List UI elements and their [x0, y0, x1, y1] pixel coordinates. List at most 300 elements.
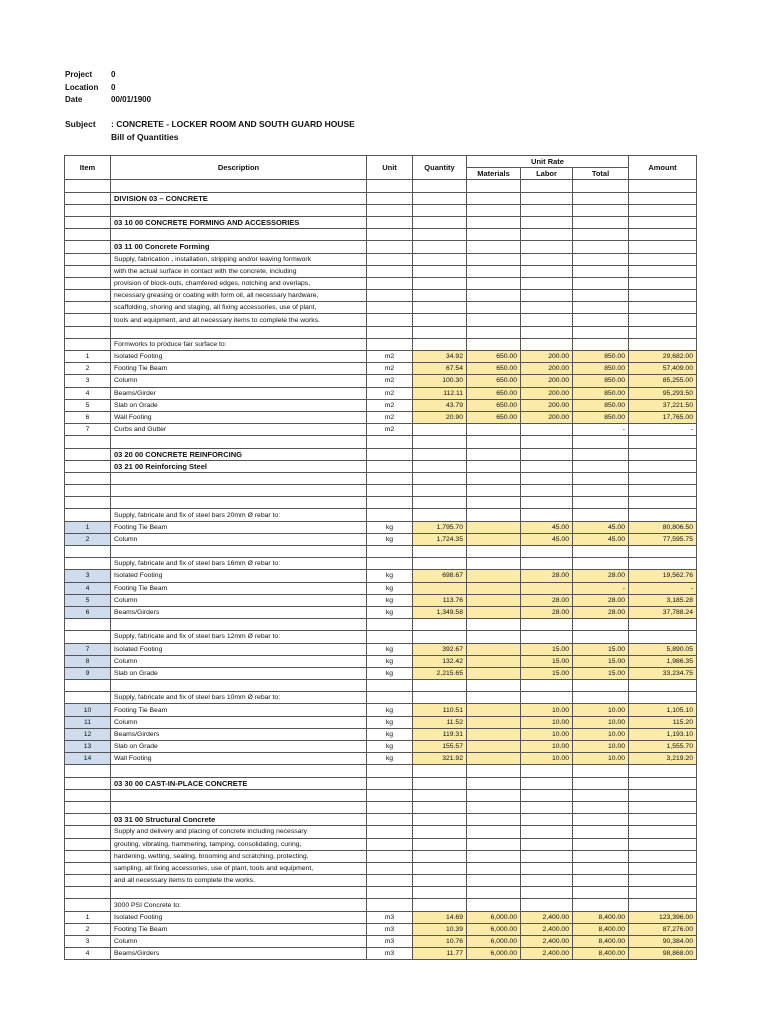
- amount-cell: 1,555.70: [629, 741, 697, 753]
- description-cell: Supply, fabricate and fix of steel bars 20mm Ø rebar to:: [111, 509, 367, 521]
- blank-row: [65, 789, 697, 801]
- total-cell: 8,400.00: [573, 936, 629, 948]
- labor-cell: 10.00: [521, 704, 573, 716]
- total-cell: 850.00: [573, 387, 629, 399]
- amount-cell: 77,595.75: [629, 533, 697, 545]
- unit-cell: [367, 558, 413, 570]
- amount-cell: [629, 862, 697, 874]
- item-cell: [65, 680, 111, 692]
- quantity-cell: [413, 862, 467, 874]
- table-body: [65, 180, 697, 960]
- quantity-cell: [413, 436, 467, 448]
- quantity-cell: [413, 326, 467, 338]
- labor-cell: [521, 265, 573, 277]
- quantity-cell: [413, 229, 467, 241]
- amount-cell: [629, 826, 697, 838]
- materials-cell: [467, 472, 521, 484]
- amount-cell: 90,384.00: [629, 936, 697, 948]
- materials-cell: [467, 485, 521, 497]
- unit-cell: m2: [367, 387, 413, 399]
- unit-cell: [367, 485, 413, 497]
- labor-cell: 2,400.00: [521, 911, 573, 923]
- section-heading-row: [65, 241, 697, 253]
- total-cell: [573, 216, 629, 228]
- quantity-cell: [413, 180, 467, 192]
- unit-cell: m2: [367, 363, 413, 375]
- description-cell: Footing Tie Beam: [111, 923, 367, 935]
- description-cell: [111, 789, 367, 801]
- description-cell: sampling, all fixing accessories, use of plant, tools and equipment,: [111, 862, 367, 874]
- description-row: [65, 253, 697, 265]
- unit-cell: m3: [367, 923, 413, 935]
- description-cell: with the actual surface in contact with the concrete, including: [111, 265, 367, 277]
- total-cell: 10.00: [573, 716, 629, 728]
- materials-cell: 6,000.00: [467, 948, 521, 960]
- amount-cell: 80,806.50: [629, 521, 697, 533]
- materials-cell: [467, 546, 521, 558]
- materials-cell: [467, 460, 521, 472]
- amount-header: Amount: [629, 156, 697, 180]
- materials-cell: [467, 533, 521, 545]
- description-cell: [111, 801, 367, 813]
- section-heading-row: [65, 777, 697, 789]
- item-cell: [65, 216, 111, 228]
- description-cell: Beams/Girders: [111, 948, 367, 960]
- description-cell: Supply and delivery and placing of concrete including necessary: [111, 826, 367, 838]
- labor-cell: [521, 204, 573, 216]
- quantity-cell: 110.51: [413, 704, 467, 716]
- location-value: 0: [111, 82, 116, 92]
- total-cell: -: [573, 424, 629, 436]
- description-cell: provision of block-outs, chamfered edges, notching and overlaps,: [111, 277, 367, 289]
- amount-cell: 123,396.00: [629, 911, 697, 923]
- unit-cell: kg: [367, 667, 413, 679]
- total-cell: [573, 887, 629, 899]
- quantity-cell: [413, 460, 467, 472]
- table-row: [65, 923, 697, 935]
- amount-cell: [629, 692, 697, 704]
- item-cell: [65, 801, 111, 813]
- item-cell: [65, 338, 111, 350]
- labor-cell: [521, 777, 573, 789]
- materials-cell: [467, 241, 521, 253]
- amount-cell: [629, 619, 697, 631]
- labor-cell: 28.00: [521, 570, 573, 582]
- quantity-cell: 698.67: [413, 570, 467, 582]
- item-cell: 4: [65, 387, 111, 399]
- materials-cell: [467, 436, 521, 448]
- labor-cell: 200.00: [521, 411, 573, 423]
- unit-cell: kg: [367, 582, 413, 594]
- item-header: Item: [65, 156, 111, 180]
- materials-cell: 650.00: [467, 387, 521, 399]
- amount-cell: [629, 265, 697, 277]
- quantity-cell: 20.90: [413, 411, 467, 423]
- materials-cell: 6,000.00: [467, 923, 521, 935]
- materials-cell: 6,000.00: [467, 936, 521, 948]
- amount-cell: [629, 631, 697, 643]
- item-cell: 1: [65, 911, 111, 923]
- description-row: [65, 338, 697, 350]
- item-cell: [65, 497, 111, 509]
- materials-cell: [467, 667, 521, 679]
- description-cell: Isolated Footing: [111, 570, 367, 582]
- materials-cell: [467, 570, 521, 582]
- quantity-cell: [413, 619, 467, 631]
- materials-cell: [467, 789, 521, 801]
- materials-cell: [467, 509, 521, 521]
- total-cell: [573, 619, 629, 631]
- description-cell: 03 11 00 Concrete Forming: [111, 241, 367, 253]
- amount-cell: [629, 838, 697, 850]
- labor-cell: [521, 472, 573, 484]
- amount-cell: 85,255.00: [629, 375, 697, 387]
- labor-cell: [521, 619, 573, 631]
- section-heading-row: [65, 192, 697, 204]
- quantity-cell: [413, 265, 467, 277]
- blank-row: [65, 204, 697, 216]
- quantity-cell: [413, 253, 467, 265]
- materials-cell: [467, 497, 521, 509]
- item-cell: [65, 558, 111, 570]
- unit-cell: [367, 765, 413, 777]
- item-cell: 2: [65, 923, 111, 935]
- amount-cell: [629, 558, 697, 570]
- labor-cell: [521, 789, 573, 801]
- section-heading-row: [65, 460, 697, 472]
- description-cell: Supply, fabricate and fix of steel bars 10mm Ø rebar to:: [111, 692, 367, 704]
- unit-cell: [367, 338, 413, 350]
- materials-cell: [467, 448, 521, 460]
- item-cell: 2: [65, 533, 111, 545]
- unit-cell: [367, 826, 413, 838]
- materials-cell: 650.00: [467, 375, 521, 387]
- description-row: [65, 862, 697, 874]
- description-row: [65, 314, 697, 326]
- unit-cell: [367, 448, 413, 460]
- table-row: [65, 375, 697, 387]
- table-row: [65, 387, 697, 399]
- item-cell: [65, 838, 111, 850]
- labor-cell: [521, 229, 573, 241]
- description-cell: [111, 180, 367, 192]
- total-cell: 28.00: [573, 606, 629, 618]
- unit-cell: [367, 680, 413, 692]
- materials-cell: [467, 838, 521, 850]
- description-cell: Footing Tie Beam: [111, 363, 367, 375]
- amount-cell: 37,788.24: [629, 606, 697, 618]
- table-row: [65, 582, 697, 594]
- labor-cell: [521, 302, 573, 314]
- unit-cell: kg: [367, 606, 413, 618]
- materials-cell: [467, 704, 521, 716]
- unit-cell: [367, 436, 413, 448]
- total-cell: 10.00: [573, 753, 629, 765]
- amount-cell: [629, 436, 697, 448]
- amount-cell: [629, 899, 697, 911]
- item-cell: 6: [65, 606, 111, 618]
- description-cell: Column: [111, 533, 367, 545]
- amount-cell: 1,193.10: [629, 728, 697, 740]
- unit-cell: kg: [367, 753, 413, 765]
- amount-cell: [629, 338, 697, 350]
- item-cell: [65, 290, 111, 302]
- amount-cell: [629, 204, 697, 216]
- item-cell: [65, 229, 111, 241]
- project-info: [65, 70, 151, 108]
- description-cell: [111, 546, 367, 558]
- total-cell: [573, 558, 629, 570]
- item-cell: [65, 277, 111, 289]
- subject-block: [65, 119, 355, 145]
- quantity-cell: 119.31: [413, 728, 467, 740]
- total-cell: [573, 229, 629, 241]
- total-cell: 8,400.00: [573, 948, 629, 960]
- table-row: [65, 936, 697, 948]
- item-cell: [65, 899, 111, 911]
- total-cell: 850.00: [573, 411, 629, 423]
- unit-cell: [367, 290, 413, 302]
- description-cell: DIVISION 03 – CONCRETE: [111, 192, 367, 204]
- total-cell: 850.00: [573, 399, 629, 411]
- unit-cell: m2: [367, 424, 413, 436]
- quantity-cell: [413, 204, 467, 216]
- total-cell: 8,400.00: [573, 923, 629, 935]
- amount-cell: 3,185.28: [629, 594, 697, 606]
- unit-cell: [367, 277, 413, 289]
- description-row: [65, 875, 697, 887]
- table-row: [65, 521, 697, 533]
- labor-cell: 28.00: [521, 594, 573, 606]
- description-row: [65, 558, 697, 570]
- item-cell: 13: [65, 741, 111, 753]
- materials-cell: [467, 741, 521, 753]
- description-cell: Isolated Footing: [111, 911, 367, 923]
- labor-cell: [521, 765, 573, 777]
- unit-cell: [367, 265, 413, 277]
- table-row: [65, 948, 697, 960]
- table-row: [65, 753, 697, 765]
- description-row: [65, 290, 697, 302]
- total-cell: [573, 546, 629, 558]
- quantity-cell: [413, 814, 467, 826]
- amount-cell: [629, 875, 697, 887]
- amount-cell: [629, 546, 697, 558]
- unit-cell: kg: [367, 704, 413, 716]
- labor-cell: [521, 887, 573, 899]
- description-cell: Beams/Girder: [111, 387, 367, 399]
- quantity-cell: [413, 801, 467, 813]
- unit-cell: kg: [367, 716, 413, 728]
- amount-cell: [629, 192, 697, 204]
- labor-cell: [521, 875, 573, 887]
- unit-cell: [367, 460, 413, 472]
- item-cell: 3: [65, 375, 111, 387]
- description-cell: [111, 619, 367, 631]
- amount-cell: [629, 509, 697, 521]
- materials-cell: [467, 582, 521, 594]
- quantity-cell: [413, 448, 467, 460]
- materials-cell: [467, 862, 521, 874]
- amount-cell: [629, 241, 697, 253]
- labor-cell: [521, 241, 573, 253]
- description-cell: Isolated Footing: [111, 351, 367, 363]
- unit-cell: [367, 619, 413, 631]
- labor-cell: [521, 216, 573, 228]
- subject-subtitle: Bill of Quantities: [111, 132, 179, 142]
- blank-row: [65, 619, 697, 631]
- labor-cell: [521, 862, 573, 874]
- bill-of-quantities-table: [64, 155, 697, 960]
- quantity-cell: [413, 789, 467, 801]
- quantity-cell: [413, 631, 467, 643]
- materials-cell: 6,000.00: [467, 911, 521, 923]
- labor-cell: 200.00: [521, 399, 573, 411]
- description-row: [65, 692, 697, 704]
- total-cell: [573, 826, 629, 838]
- unit-cell: [367, 216, 413, 228]
- labor-cell: [521, 424, 573, 436]
- materials-cell: [467, 643, 521, 655]
- amount-cell: [629, 801, 697, 813]
- unit-cell: [367, 180, 413, 192]
- unit-cell: [367, 875, 413, 887]
- item-cell: [65, 460, 111, 472]
- amount-cell: [629, 680, 697, 692]
- labor-cell: 200.00: [521, 351, 573, 363]
- unit-cell: m2: [367, 399, 413, 411]
- blank-row: [65, 229, 697, 241]
- materials-cell: [467, 594, 521, 606]
- materials-cell: [467, 716, 521, 728]
- amount-cell: [629, 180, 697, 192]
- labor-cell: 200.00: [521, 363, 573, 375]
- item-cell: 4: [65, 582, 111, 594]
- amount-cell: 3,219.20: [629, 753, 697, 765]
- total-cell: [573, 509, 629, 521]
- item-cell: [65, 631, 111, 643]
- total-cell: [573, 290, 629, 302]
- description-cell: [111, 472, 367, 484]
- item-cell: [65, 777, 111, 789]
- date-value: 00/01/1900: [111, 95, 152, 104]
- total-cell: [573, 692, 629, 704]
- description-row: [65, 277, 697, 289]
- amount-cell: [629, 777, 697, 789]
- description-cell: Supply, fabricate and fix of steel bars 12mm Ø rebar to:: [111, 631, 367, 643]
- quantity-cell: [413, 509, 467, 521]
- unit-cell: [367, 850, 413, 862]
- item-cell: [65, 789, 111, 801]
- total-cell: 850.00: [573, 363, 629, 375]
- description-row: [65, 509, 697, 521]
- quantity-cell: [413, 826, 467, 838]
- item-cell: [65, 850, 111, 862]
- amount-cell: [629, 314, 697, 326]
- description-cell: Slab on Grade: [111, 399, 367, 411]
- description-cell: [111, 436, 367, 448]
- materials-cell: [467, 338, 521, 350]
- section-heading-row: [65, 216, 697, 228]
- description-cell: [111, 326, 367, 338]
- materials-cell: [467, 899, 521, 911]
- total-cell: [573, 680, 629, 692]
- amount-cell: [629, 485, 697, 497]
- description-cell: Column: [111, 936, 367, 948]
- total-cell: 45.00: [573, 533, 629, 545]
- materials-cell: [467, 680, 521, 692]
- section-heading-row: [65, 448, 697, 460]
- unit-cell: [367, 838, 413, 850]
- description-cell: Supply, fabricate and fix of steel bars 16mm Ø rebar to:: [111, 558, 367, 570]
- quantity-cell: 2,215.65: [413, 667, 467, 679]
- materials-cell: [467, 655, 521, 667]
- quantity-cell: [413, 692, 467, 704]
- labor-cell: [521, 680, 573, 692]
- description-cell: scaffolding, shoring and staging, all fixing accessories, use of plant,: [111, 302, 367, 314]
- table-row: [65, 606, 697, 618]
- amount-cell: 33,234.75: [629, 667, 697, 679]
- item-cell: [65, 546, 111, 558]
- total-cell: [573, 814, 629, 826]
- labor-cell: [521, 631, 573, 643]
- amount-cell: -: [629, 424, 697, 436]
- unit-header: Unit: [367, 156, 413, 180]
- table-row: [65, 570, 697, 582]
- project-label: Project: [65, 70, 93, 79]
- description-header: Description: [111, 156, 367, 180]
- total-header: Total: [573, 168, 629, 180]
- labor-cell: [521, 338, 573, 350]
- unit-cell: [367, 887, 413, 899]
- quantity-cell: [413, 546, 467, 558]
- description-cell: [111, 680, 367, 692]
- description-cell: Wall Footing: [111, 411, 367, 423]
- materials-cell: [467, 850, 521, 862]
- total-cell: 10.00: [573, 704, 629, 716]
- table-row: [65, 911, 697, 923]
- blank-row: [65, 765, 697, 777]
- blank-row: [65, 497, 697, 509]
- quantity-cell: [413, 680, 467, 692]
- labor-cell: 15.00: [521, 643, 573, 655]
- labor-cell: [521, 180, 573, 192]
- unit-cell: [367, 229, 413, 241]
- subject-label: Subject: [65, 119, 96, 129]
- total-cell: 15.00: [573, 655, 629, 667]
- labor-cell: [521, 485, 573, 497]
- amount-cell: 95,293.50: [629, 387, 697, 399]
- blank-row: [65, 680, 697, 692]
- materials-cell: [467, 875, 521, 887]
- item-cell: 8: [65, 655, 111, 667]
- quantity-cell: [413, 302, 467, 314]
- labor-cell: [521, 448, 573, 460]
- description-cell: 03 30 00 CAST-IN-PLACE CONCRETE: [111, 777, 367, 789]
- project-value: 0: [111, 70, 116, 79]
- labor-cell: 2,400.00: [521, 923, 573, 935]
- total-cell: 10.00: [573, 741, 629, 753]
- description-cell: 03 31 00 Structural Concrete: [111, 814, 367, 826]
- description-cell: [111, 204, 367, 216]
- total-cell: [573, 631, 629, 643]
- total-cell: [573, 777, 629, 789]
- unit-rate-header: Unit Rate: [467, 156, 629, 168]
- amount-cell: 57,409.00: [629, 363, 697, 375]
- total-cell: 28.00: [573, 570, 629, 582]
- description-cell: [111, 497, 367, 509]
- labor-cell: [521, 838, 573, 850]
